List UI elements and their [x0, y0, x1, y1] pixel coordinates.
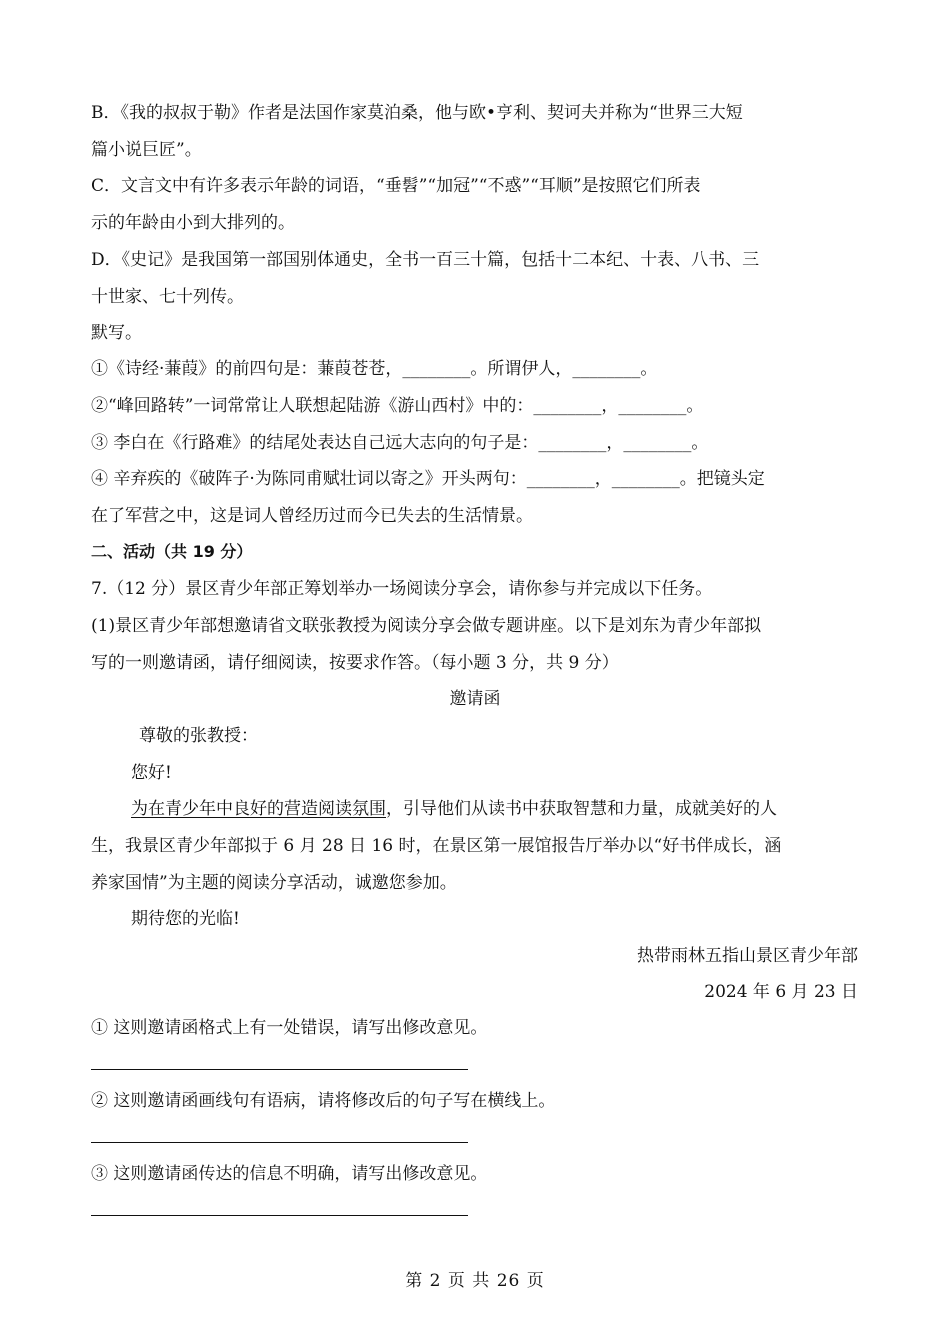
- letter-date: 2024 年 6 月 23 日: [704, 982, 858, 1002]
- page-footer: [0, 1266, 950, 1291]
- dictation-item-3: ③ 李白在《行路难》的结尾处表达自己远大志向的句子是：________，________。: [91, 433, 709, 453]
- dictation-item-1: ①《诗经·蒹葭》的前四句是：蒹葭苍苍，________。所谓伊人，________。: [91, 359, 658, 379]
- page-number: 第 2 页 共 26 页: [405, 1271, 545, 1291]
- option-b-line-2: 篇小说巨匠”。: [91, 140, 202, 160]
- question-7: 7.（12 分）景区青少年部正筹划举办一场阅读分享会，请你参与并完成以下任务。: [91, 579, 713, 599]
- letter-body-line-2: 生，我景区青少年部拟于 6 月 28 日 16 时，在景区第一展馆报告厅举办以“好书伴成长，涵: [91, 836, 782, 856]
- letter-salutation: 尊敬的张教授：: [139, 726, 258, 746]
- task-2: ② 这则邀请函画线句有语病，请将修改后的句子写在横线上。: [91, 1091, 556, 1111]
- dictation-item-4-line-1: ④ 辛弃疾的《破阵子·为陈同甫赋壮词以寄之》开头两句：________，________。把镜头定: [91, 469, 765, 489]
- option-c-line-1: C．文言文中有许多表示年龄的词语，“垂髫”“加冠”“不惑”“耳顺”是按照它们所表: [91, 176, 701, 196]
- dictation-item-4-line-2: 在了军营之中，这是词人曾经历过而今已失去的生活情景。: [91, 506, 533, 526]
- option-b-line-1: B．《我的叔叔于勒》作者是法国作家莫泊桑，他与欧•亨利、契诃夫并称为“世界三大短: [91, 103, 743, 123]
- answer-line-1: [91, 1069, 468, 1070]
- letter-greeting: 您好!: [131, 763, 172, 783]
- option-d-line-2: 十世家、七十列传。: [91, 287, 244, 307]
- question-7-part-1-line-2: 写的一则邀请函，请仔细阅读，按要求作答。（每小题 3 分，共 9 分）: [91, 653, 619, 673]
- section-2-heading: 二、活动（共 19 分）: [91, 542, 253, 561]
- option-d-line-1: D．《史记》是我国第一部国别体通史，全书一百三十篇，包括十二本纪、十表、八书、三: [91, 250, 760, 270]
- letter-closing: 期待您的光临!: [131, 909, 240, 929]
- letter-body-line-1-rest: ，引导他们从读书中获取智慧和力量，成就美好的人: [386, 799, 777, 819]
- task-1: ① 这则邀请函格式上有一处错误，请写出修改意见。: [91, 1018, 488, 1038]
- letter-body-line-3: 养家国情”为主题的阅读分享活动，诚邀您参加。: [91, 873, 457, 893]
- option-c-line-2: 示的年龄由小到大排列的。: [91, 213, 295, 233]
- letter-body-line-1: [131, 797, 858, 821]
- underlined-sentence: 为在青少年中良好的营造阅读氛围: [131, 799, 386, 819]
- dictation-heading: 默写。: [91, 323, 142, 343]
- answer-line-3: [91, 1215, 468, 1216]
- question-7-part-1-line-1: (1)景区青少年部想邀请省文联张教授为阅读分享会做专题讲座。以下是刘东为青少年部拟: [91, 616, 762, 636]
- letter-title: 邀请函: [449, 689, 501, 709]
- dictation-item-2: ②“峰回路转”一词常常让人联想起陆游《游山西村》中的：________，________。: [91, 396, 704, 416]
- answer-line-2: [91, 1142, 468, 1143]
- letter-signature: 热带雨林五指山景区青少年部: [637, 946, 858, 966]
- task-3: ③ 这则邀请函传达的信息不明确，请写出修改意见。: [91, 1164, 488, 1184]
